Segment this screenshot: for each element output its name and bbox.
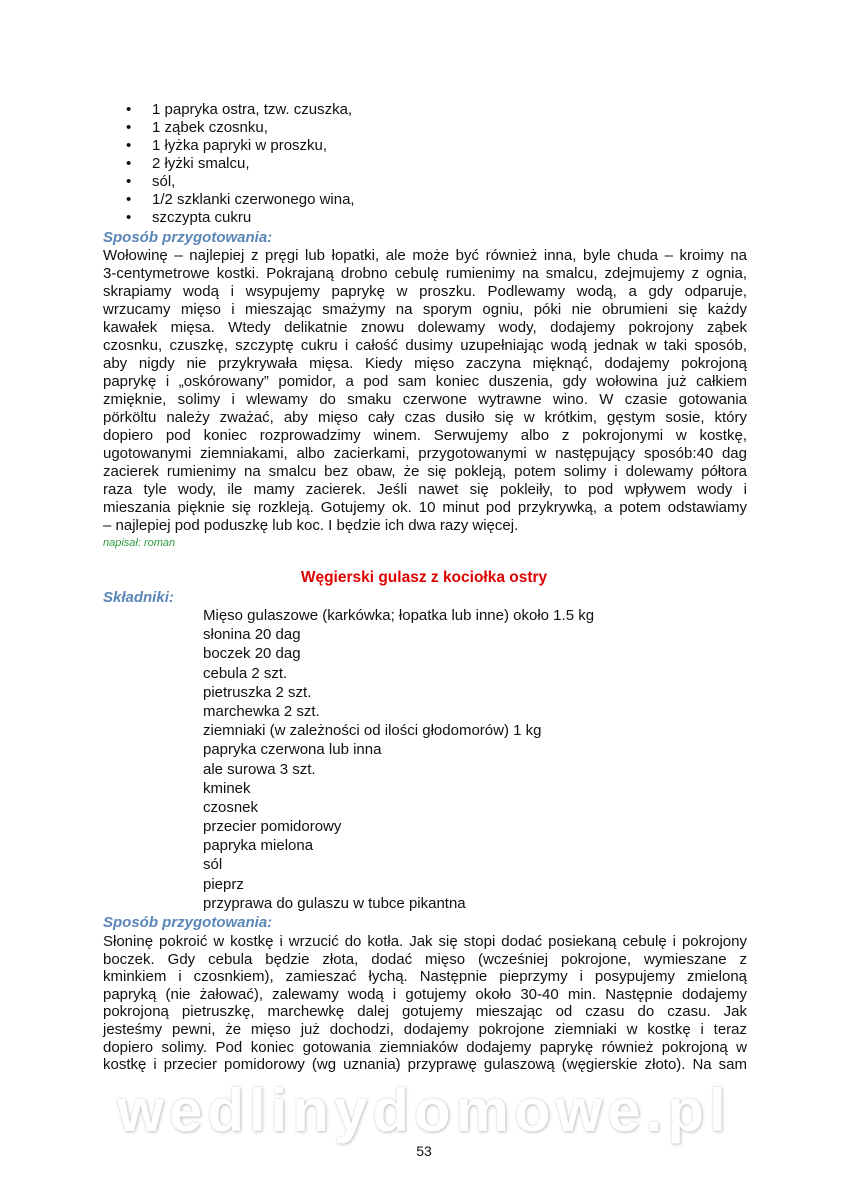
ingredient-item: słonina 20 dag: [203, 626, 301, 644]
text-line: dopiero solimy. Pod koniec gotowania ziemniaków dodajemy paprykę również pokrojoną w: [103, 1038, 747, 1056]
text-line: dopiero pod koniec rozprowadzimy winem. Serwujemy albo z pokrojonymi w kostkę,: [103, 427, 747, 444]
text-line: jesteśmy pewni, że mięso już dochodzi, dodajemy pokrojone ziemniaki w kostkę i teraz: [103, 1020, 747, 1038]
text-line: – najlepiej pod poduszkę lub koc. I będzie ich dwa razy więcej.: [103, 517, 519, 534]
ingredient-bullet-list: [126, 101, 355, 227]
ingredient-item: przecier pomidorowy: [203, 818, 342, 836]
bullet-icon: •: [126, 209, 132, 226]
ingredient-item: marchewka 2 szt.: [203, 702, 320, 720]
ingredient-item: przyprawa do gulaszu w tubce pikantna: [203, 894, 466, 912]
ingredient-item: papryka czerwona lub inna: [203, 741, 382, 759]
list-item-text: 2 łyżki smalcu,: [152, 155, 250, 172]
text-line: ugotowanymi ziemniakami, albo zacierkami, przygotowanymi w następujący sposób:40 dag: [103, 445, 747, 462]
text-line: Słoninę pokroić w kostkę i wrzucić do kotła. Jak się stopi dodać posiekaną cebulę i pokrojony: [103, 933, 747, 950]
text-line: pörköltu należy zważać, aby mięso cały czas dusiło się w krótkim, gęstym sosie, który: [103, 409, 747, 426]
bullet-icon: •: [126, 101, 132, 118]
ingredient-item: czosnek: [203, 798, 259, 816]
recipe-title: Węgierski gulasz z kociołka ostry: [300, 569, 548, 586]
list-item-text: 1 papryka ostra, tzw. czuszka,: [152, 101, 353, 118]
ingredient-item: Mięso gulaszowe (karkówka; łopatka lub inne) około 1.5 kg: [203, 607, 595, 624]
text-line: pokrojoną pietruszkę, marchewkę dalej gotujemy mieszając od czasu do czasu. Jak: [103, 1003, 747, 1021]
ingredient-item: sól: [203, 856, 223, 874]
ingredient-item: cebula 2 szt.: [203, 664, 288, 682]
list-item: [126, 173, 355, 191]
text-line: wrzucamy mięso i mieszając smażymy na sporym ogniu, póki nie obrumieni się każdy: [103, 301, 747, 318]
bullet-icon: •: [126, 191, 132, 208]
ingredient-item: kminek: [203, 779, 251, 797]
ingredients-list: [203, 606, 594, 913]
section-heading-preparation: Sposób przygotowania:: [103, 229, 273, 246]
list-item-text: 1/2 szklanki czerwonego wina,: [152, 191, 355, 208]
author-note: napisał: roman: [103, 537, 176, 549]
text-line: mieszania pięknie się rozkleją. Gotujemy ok. 10 minut pod przykrywką, a potem odstawiamy: [103, 499, 747, 516]
text-line: paprykę i „oskórowany” pomidor, a pod sam koniec duszenia, gdy wołowina już całkiem: [103, 373, 747, 390]
text-line: kostkę i przecier pomidorowy (wg uznania) przyprawę gulaszową (węgierskie złoto). Na sam: [103, 1056, 747, 1074]
list-item-text: szczypta cukru: [152, 209, 252, 226]
text-line: zmięknie, solimy i wlewamy do smaku czerwone wytrawne wino. W czasie gotowania: [103, 391, 747, 408]
bullet-icon: •: [126, 173, 132, 190]
list-item: [126, 137, 355, 155]
ingredient-item: pieprz: [203, 875, 244, 893]
text-line: 3-centymetrowe kostki. Pokrajaną drobno cebulę rumienimy na smalcu, zdejmujemy z ognia,: [103, 265, 747, 282]
list-item: [126, 119, 355, 137]
text-line: kawałek mięsa. Wtedy delikatnie znowu dolewamy wody, dodajemy pokrojony ząbek: [103, 319, 747, 336]
ingredient-item: ziemniaki (w zależności od ilości głodomorów) 1 kg: [203, 722, 542, 740]
section-heading-preparation-2: Sposób przygotowania:: [103, 914, 273, 931]
list-item-text: 1 łyżka papryki w proszku,: [152, 137, 328, 154]
text-line: skrapiamy wodą i wsypujemy paprykę w proszku. Podlewamy wodą, a gdy odparuje,: [103, 283, 747, 300]
bullet-icon: •: [126, 119, 132, 136]
bullet-icon: •: [126, 155, 132, 172]
list-item: [126, 101, 355, 119]
preparation-paragraph-2: [103, 933, 747, 1074]
ingredient-item: ale surowa 3 szt.: [203, 760, 316, 778]
list-item: [126, 155, 355, 173]
ingredients-heading: Składniki:: [103, 589, 174, 606]
list-item-text: 1 ząbek czosnku,: [152, 119, 268, 136]
ingredient-item: boczek 20 dag: [203, 645, 301, 663]
text-line: raza tyle wody, ile mamy zacierek. Jeśli nawet się pokleiły, to pod wpływem wody i: [103, 481, 747, 498]
text-line: aby nigdy nie przykrywała mięsa. Kiedy mięso zaczyna mięknąć, dodajemy pokrojoną: [103, 355, 747, 372]
watermark-logo: wedlinydomowe.pl: [117, 1077, 731, 1144]
text-line: kminkiem i czosnkiem), zamieszać łychą. Następnie pieprzymy i posypujemy zmieloną: [103, 968, 747, 986]
text-line: papryką (nie żałować), zalewamy wodą i gotujemy około 30-40 min. Następnie dodajemy: [103, 985, 747, 1003]
list-item-text: sól,: [152, 173, 176, 190]
page-number: 53: [416, 1143, 432, 1159]
bullet-icon: •: [126, 137, 132, 154]
text-line: boczek. Gdy cebula będzie złota, dodać mięso (wcześniej pokrojone, wymieszane z: [103, 950, 747, 968]
ingredient-item: pietruszka 2 szt.: [203, 683, 312, 701]
text-line: zacierek rumienimy na smalcu bez obaw, że się pokleją, potem solimy i dolewamy półtora: [103, 463, 747, 480]
ingredient-item: papryka mielona: [203, 837, 314, 855]
list-item: [126, 191, 355, 209]
text-line: czosnku, czuszkę, szczyptę cukru i całość dusimy uzupełniając wodą jednak w taki sposób,: [103, 337, 747, 354]
text-line: Wołowinę – najlepiej z pręgi lub łopatki, ale może być również inna, byle chuda – kroimy na: [103, 247, 747, 264]
preparation-paragraph: [103, 247, 747, 535]
list-item: [126, 209, 355, 227]
